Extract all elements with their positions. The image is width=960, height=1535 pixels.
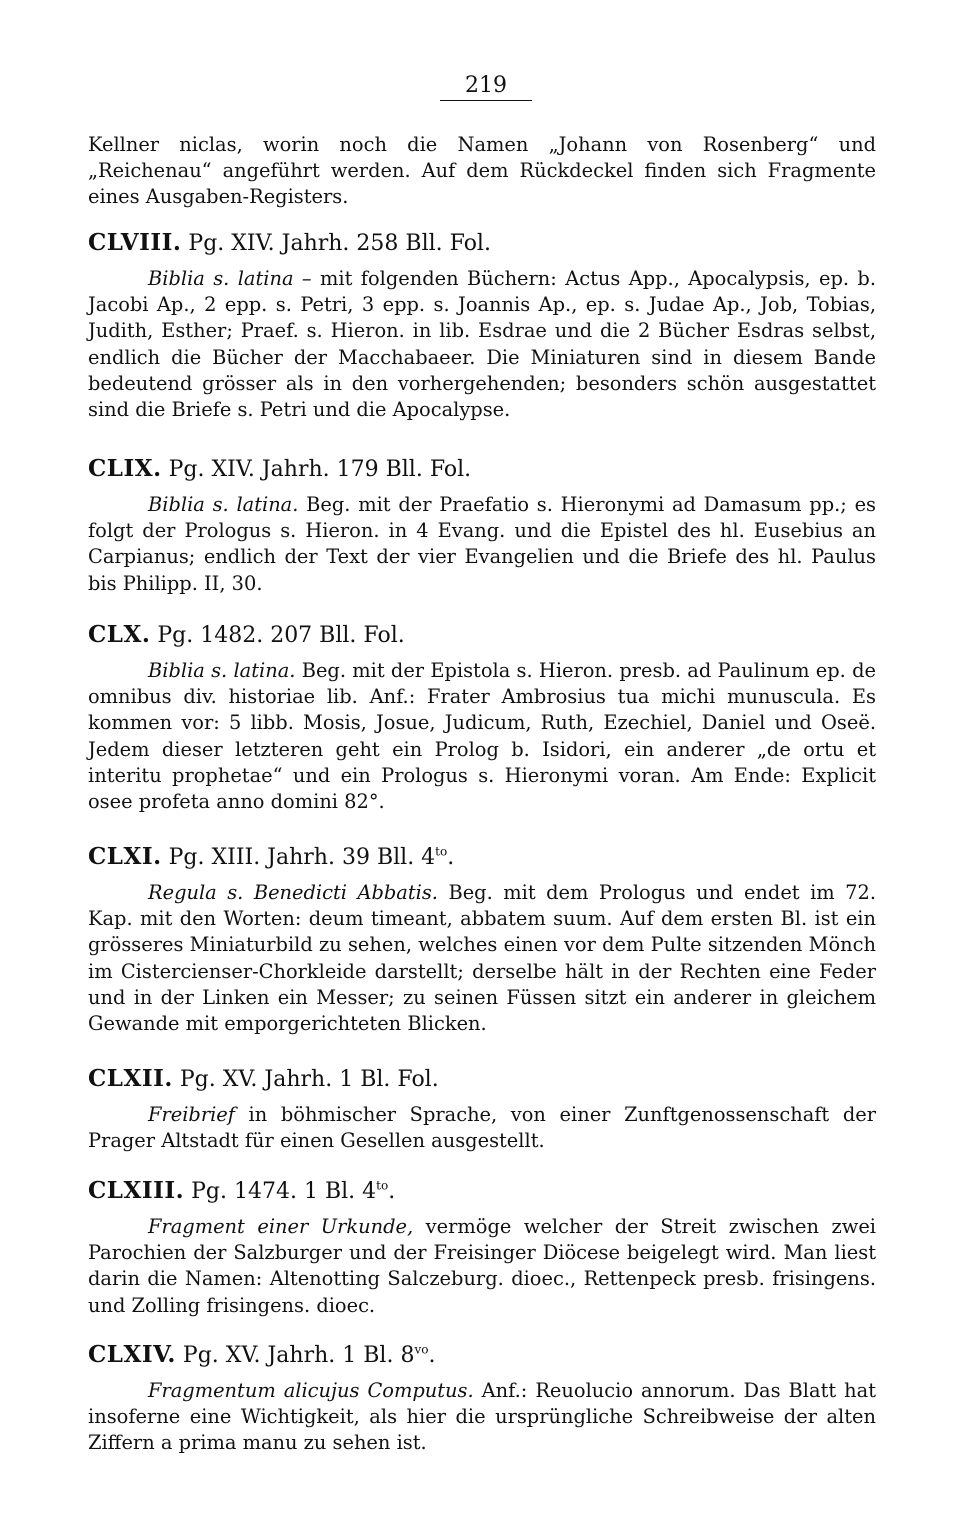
entry-paragraph (88, 658, 876, 815)
entry-heading-clxii (88, 1064, 876, 1095)
entry-body-clxiv (88, 1378, 876, 1457)
entry-text: – mit folgenden Büchern: Actus App., Apocalypsis, ep. b. Jacobi Ap., 2 epp. s. Petri, 3 epp. s. Joannis Ap., ep. s. Judae Ap., Job, Tobias, Judith, Esther; Praef. s. Hieron. in lib. Esdrae und die 2 Bücher Esdras selbst, endlich die Bücher der Macchabaeer. Die Miniaturen sind in diesem Bande bedeutend grösser als in den vorhergehenden; besonders schön ausgestattet sind die Briefe s. Petri und die Apocalypse. (88, 267, 876, 422)
entry-paragraph (88, 1378, 876, 1457)
entry-body-clviii (88, 266, 876, 423)
format-superscript: to (376, 1178, 389, 1193)
entry-heading-clxi (88, 842, 876, 873)
entry-heading-clx (88, 620, 876, 651)
heading-period: . (388, 1179, 396, 1204)
entry-body-clxi (88, 880, 876, 1037)
entry-numeral: CLX. (88, 621, 151, 648)
entry-numeral: CLIX. (88, 455, 162, 482)
entry-heading-clxiii (88, 1176, 876, 1207)
entry-text: Beg. mit der Praefatio s. Hieronymi ad Damasum pp.; es folgt der Prologus s. Hieron. in 4 Evang. und die Epistel des hl. Eusebius an Carpianus; endlich der Text der vier Evangelien und die Briefe des hl. Paulus bis Philipp. II, 30. (88, 493, 876, 595)
entry-numeral: CLXIII. (88, 1177, 185, 1204)
entry-description: Pg. 1474. 1 Bl. 4 (191, 1179, 377, 1204)
entry-heading-clviii (88, 228, 876, 259)
entry-description: Pg. XIV. Jahrh. 258 Bll. Fol. (188, 231, 491, 256)
entry-heading-clxiv (88, 1340, 876, 1371)
intro-text: Kellner niclas, worin noch die Namen „Johann von Rosenberg“ und „Reichenau“ angeführt werden. Auf dem Rückdeckel finden sich Fragmente eines Ausgaben-Registers. (88, 133, 876, 209)
entry-paragraph (88, 492, 876, 597)
entry-paragraph (88, 1102, 876, 1154)
entry-title: Biblia s. latina (148, 267, 294, 290)
entry-description: Pg. 1482. 207 Bll. Fol. (157, 623, 405, 648)
entry-text: Anf.: Reuolucio annorum. Das Blatt hat insoferne eine Wichtigkeit, als hier die ursprüngliche Schreibweise der alten Ziffern a prima manu zu sehen ist. (88, 1379, 876, 1455)
entry-title: Fragmentum alicujus Computus. (148, 1379, 474, 1402)
entry-numeral: CLVIII. (88, 229, 182, 256)
entry-title: Regula s. Benedicti Abbatis. (148, 881, 438, 904)
entry-title: Biblia s. latina. (148, 493, 299, 516)
format-superscript: vo (414, 1342, 429, 1357)
entry-paragraph (88, 880, 876, 1037)
heading-period: . (447, 845, 455, 870)
entry-numeral: CLXII. (88, 1065, 173, 1092)
entry-title: Biblia s. latina. (148, 659, 296, 682)
intro-paragraph (88, 132, 876, 211)
entry-paragraph (88, 266, 876, 423)
entry-title: Freibrief (148, 1103, 235, 1126)
entry-description: Pg. XV. Jahrh. 1 Bl. Fol. (179, 1067, 439, 1092)
entry-heading-clix (88, 454, 876, 485)
entry-numeral: CLXIV. (88, 1341, 176, 1368)
entry-text: vermöge welcher der Streit zwischen zwei Parochien der Salzburger und der Freisinger Diöcese beigelegt wird. Man liest darin die Namen: Altenotting Salczeburg. dioec., Rettenpeck presb. frisingens. und Zolling frisingens. dioec. (88, 1215, 876, 1317)
page-number: 219 (440, 72, 532, 101)
entry-paragraph (88, 1214, 876, 1319)
entry-body-clxiii (88, 1214, 876, 1319)
entry-body-clx (88, 658, 876, 815)
format-superscript: to (435, 844, 448, 859)
entry-text: in böhmischer Sprache, von einer Zunftgenossenschaft der Prager Altstadt für einen Gesellen ausgestellt. (88, 1103, 876, 1153)
entry-text: Beg. mit dem Prologus und endet im 72. Kap. mit den Worten: deum timeant, abbatem suum. Auf dem ersten Bl. ist ein grösseres Miniaturbild zu sehen, welches einen vor dem Pulte sitzenden Mönch im Cistercienser-Chorkleide darstellt; derselbe hält in der Rechten eine Feder und in der Linken ein Messer; zu seinen Füssen sitzt ein anderer in gleichem Gewande mit emporgerichteten Blicken. (88, 881, 876, 1036)
entry-description: Pg. XIII. Jahrh. 39 Bll. 4 (168, 845, 436, 870)
entry-text: Beg. mit der Epistola s. Hieron. presb. ad Paulinum ep. de omnibus div. historiae lib. Anf.: Frater Ambrosius tua michi munuscula. Es kommen vor: 5 libb. Mosis, Josue, Judicum, Ruth, Ezechiel, Daniel und Oseë. Jedem dieser letzteren geht ein Prolog b. Isidori, ein anderer „de ortu et interitu prophetae“ und ein Prologus s. Hieronymi voran. Am Ende: Explicit osee profeta anno domini 82°. (88, 659, 876, 814)
entry-title: Fragment einer Urkunde, (148, 1215, 414, 1238)
entry-body-clxii (88, 1102, 876, 1154)
entry-numeral: CLXI. (88, 843, 162, 870)
heading-period: . (428, 1343, 436, 1368)
entry-body-clix (88, 492, 876, 597)
entry-description: Pg. XIV. Jahrh. 179 Bll. Fol. (168, 457, 472, 482)
entry-description: Pg. XV. Jahrh. 1 Bl. 8 (182, 1343, 415, 1368)
